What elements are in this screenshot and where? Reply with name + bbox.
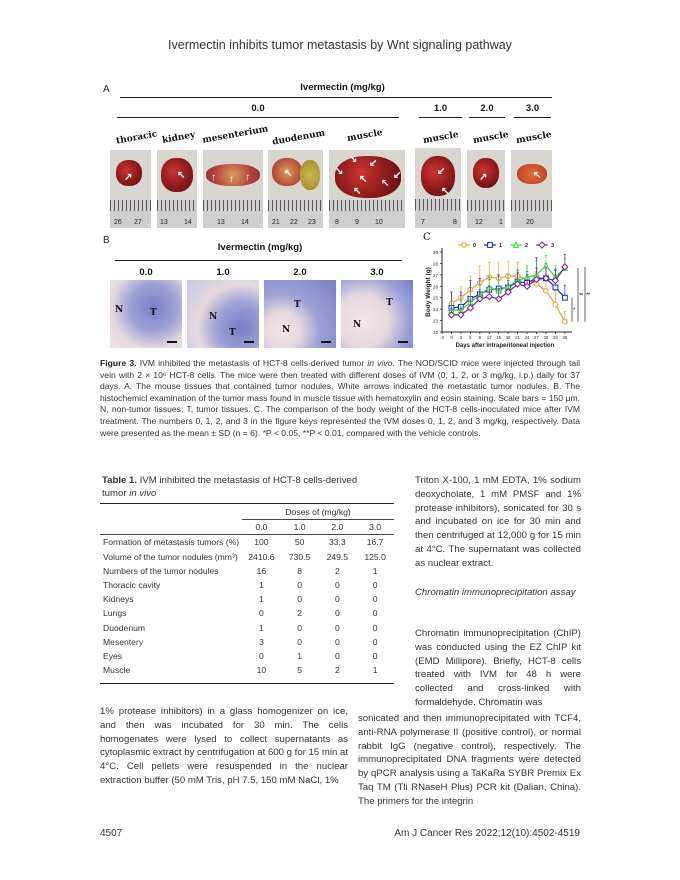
table-cell: 0 xyxy=(334,608,340,619)
page-number: 4507 xyxy=(100,828,123,839)
organ-label: muscle xyxy=(346,127,384,145)
right-column-paragraph-2: Chromatin immunoprecipitation (ChIP) was conducted using the EZ ChIP kit (EMD Millipore). Briefly, HCT-8 cells treated with IVM for 48 h were collected and cross-linked with formaldehyde. Chromatin was xyxy=(415,628,581,708)
table-cell: 2410.6 xyxy=(248,551,275,562)
tissue-photo-muscle-3: ↖ 20 xyxy=(511,150,552,228)
x-tick-label: 9 xyxy=(478,335,481,340)
arrow-icon: ↑ xyxy=(229,174,234,185)
arrow-icon: ↖ xyxy=(359,174,368,185)
table-cell: 0 xyxy=(334,636,340,647)
table-row xyxy=(100,535,394,550)
table-group-header: Doses of (mg/kg) xyxy=(242,505,394,520)
row-label: Lungs xyxy=(103,608,127,619)
x-tick-label: 30 xyxy=(543,335,549,340)
section-heading-chip: Chromatin immunoprecipitation assay xyxy=(415,587,576,598)
table-row xyxy=(100,592,394,606)
organ-label: muscle xyxy=(422,129,460,147)
column-header: 0.0 xyxy=(255,522,268,533)
table-cell: 0 xyxy=(334,622,340,633)
panel-a-title: Ivermectin (mg/kg) xyxy=(300,82,385,93)
data-point-0 xyxy=(553,302,558,307)
arrow-icon: ↑ xyxy=(211,172,216,183)
panel-b-title-rule xyxy=(115,260,402,261)
arrow-icon: ↙ xyxy=(393,170,402,181)
x-tick-label: 18 xyxy=(505,335,511,340)
table-cell: 2 xyxy=(334,665,340,676)
y-tick-label: 24 xyxy=(432,307,438,313)
y-tick-label: 25 xyxy=(432,295,438,301)
organ-label: muscle xyxy=(515,129,553,147)
left-column-paragraph: 1% protease inhibitors) in a glass homogenizer on ice, and then was incubated for 30 min. The cells homogenates were lysed to collect supernatants as cytoplasmic extract by centrifugation at 600 g for 15 min at 4°C. Cell pellets were resuspended in the nuclear extraction buffer (50 mM Tris, pH 7.5, 150 mM NaCl, 1% xyxy=(100,706,348,786)
arrow-icon: ↖ xyxy=(441,186,450,197)
table-row xyxy=(100,564,394,578)
panel-label-a: A xyxy=(103,84,110,95)
table-group-header-row xyxy=(100,505,394,520)
scale-bar xyxy=(398,341,408,343)
scale-bar xyxy=(244,341,254,343)
y-axis-label: Body Weight (g) xyxy=(425,267,432,317)
table-cell: 2 xyxy=(297,608,302,619)
table-cell: 0 xyxy=(372,636,378,647)
table-cell: 16 xyxy=(256,565,267,576)
table-cell: 0 xyxy=(259,608,264,619)
arrow-icon: ↖ xyxy=(177,170,186,181)
row-label: Duodenum xyxy=(103,622,146,633)
table-bottom-rule xyxy=(100,683,394,684)
table-cell: 100 xyxy=(254,537,269,548)
significance-marker: ** xyxy=(579,292,584,299)
x-tick-label: 36 xyxy=(562,335,568,340)
organ-label: thoracic xyxy=(115,129,159,147)
data-point-0 xyxy=(544,288,549,293)
table-cell: 0 xyxy=(334,650,340,661)
data-point-1 xyxy=(488,243,493,248)
table-cell: 50 xyxy=(294,537,305,548)
table-row xyxy=(100,578,394,592)
arrow-icon: ↘ xyxy=(349,154,358,165)
dose-rule-1 xyxy=(419,117,462,118)
table-cell: 0 xyxy=(372,650,378,661)
figure-panel-b xyxy=(100,232,420,350)
column-header: 3.0 xyxy=(369,522,382,533)
table-cell: 0 xyxy=(372,608,378,619)
tissue-photo-muscle-2: ↗ 12 1 xyxy=(467,150,505,228)
data-point-1 xyxy=(553,285,558,290)
table-cell: 0 xyxy=(372,594,378,605)
significance-marker: * xyxy=(573,307,576,314)
table-cell: 1 xyxy=(259,580,264,591)
table-row xyxy=(100,606,394,620)
table-cell: 125.0 xyxy=(364,551,386,562)
y-tick-label: 29 xyxy=(432,250,438,255)
x-tick-label: 6 xyxy=(469,335,472,340)
data-point-1 xyxy=(562,295,567,300)
tissue-photo-duodenum: ↖ 21 22 23 xyxy=(268,150,323,228)
metastasis-table xyxy=(100,505,394,677)
table-cell: 0 xyxy=(334,580,340,591)
row-label: Volume of the tumor nodules (mm³) xyxy=(103,551,238,562)
table-cell: 1 xyxy=(372,565,378,576)
data-point-3 xyxy=(486,294,492,300)
dose-rule-3 xyxy=(514,117,551,118)
histo-dose-1: 1.0 xyxy=(216,267,230,278)
row-label: Kidneys xyxy=(103,594,134,605)
x-tick-label: 24 xyxy=(524,335,530,340)
organ-label: kidney xyxy=(161,130,197,146)
y-tick-label: 27 xyxy=(432,272,438,278)
dose-rule-2 xyxy=(469,117,505,118)
table-row xyxy=(100,663,394,677)
row-label: Numbers of the tumor nodules xyxy=(103,565,219,576)
journal-citation: Am J Cancer Res 2022;12(10):4502-4519 xyxy=(394,828,580,839)
arrow-icon: ↖ xyxy=(284,168,293,179)
figure-caption: Figure 3. IVM inhibited the metastasis of HCT-8 cells-derived tumor in vivo. The NOD/SCID mice were injected through tail vein with 2 × 10⁶ HCT-8 cells. The mice were then treated with different doses of IVM (0, 1, 2, or 3 mg/kg, i.p.) daily for 37 days. A. The mouse tissues that contained tumor nodules. White arrows indicated the metastatic tumor nodules. B. The histochemicl examination of the tumor mass found in muscle tissue with hematoxylin and eosin staining. Scale bars = 150 μm. N, non-tumor tissues; T, tumor tissues. C. The comparison of the body weight of the HCT-8 cells-inoculated mice after IVM treatment. The numbers 0, 1, 2, and 3 in the figure keys represented the IVM doses 0, 1, 2, and 3 mg/kg, respectively. Data were presented as the mean ± SD (n = 6). *P < 0.05, **P < 0.01, compared with the vehicle controls. xyxy=(100,358,581,438)
legend-label: 3 xyxy=(551,243,555,249)
table-cell: 0 xyxy=(297,580,302,591)
data-point-2 xyxy=(514,242,519,247)
figure-panel-a xyxy=(100,78,585,228)
row-label: Thoracic cavity xyxy=(103,580,161,591)
table-cell: 0 xyxy=(259,650,264,661)
scale-bar xyxy=(321,341,331,343)
table-body xyxy=(100,535,394,677)
tissue-photo-mesenterium: ↑ ↑ ↑ 13 14 xyxy=(203,150,263,228)
organ-label: mesenterium xyxy=(201,124,270,146)
table-cell: 0 xyxy=(334,594,340,605)
histo-dose-3: 3.0 xyxy=(370,267,384,278)
table-cell: 1 xyxy=(259,594,264,605)
panel-b-title: Ivermectin (mg/kg) xyxy=(217,242,303,253)
right-column-paragraph-3: sonicated and then immunoprecipitated with TCF4, anti-RNA polymerase II (positive control), or normal rabbit IgG (negative control), respectively. The immunoprecipitated DNA fragments were detected by qPCR analysis using a TaKaRa SYBR Premix Ex Taq TM (Tli RNaseH Plus) PCR kit (Dalian, China). The primers for the integrin xyxy=(358,713,581,807)
row-label: Muscle xyxy=(103,665,131,676)
data-point-3 xyxy=(539,242,545,248)
x-tick-label: -3 xyxy=(440,335,444,340)
table-label: Table 1. xyxy=(102,475,138,486)
table-cell: 1 xyxy=(297,650,302,661)
panel-label-b: B xyxy=(103,235,110,246)
table-cell: 0 xyxy=(297,636,302,647)
data-point-0 xyxy=(562,319,567,324)
y-tick-label: 28 xyxy=(432,261,438,267)
legend-label: 0 xyxy=(473,243,477,249)
dose-rule-0 xyxy=(117,117,399,118)
arrow-icon: ↙ xyxy=(437,166,446,177)
x-tick-label: 15 xyxy=(496,335,502,340)
table-cell: 8 xyxy=(297,565,302,576)
row-label: Eyes xyxy=(103,650,123,661)
caption-label: Figure 3. xyxy=(100,358,137,368)
scale-bar xyxy=(167,341,177,343)
table-cell: 0 xyxy=(372,580,378,591)
data-point-0 xyxy=(462,243,467,248)
arrow-icon: ↘ xyxy=(335,166,344,177)
legend-label: 2 xyxy=(525,243,529,249)
tissue-photo-muscle-0: ↘ ↙ ↘ ↖ ↖ ↙ ↖ 8 9 10 xyxy=(329,150,405,228)
y-tick-label: 26 xyxy=(432,284,438,290)
arrow-icon: ↑ xyxy=(245,172,250,183)
table-top-rule xyxy=(100,503,394,504)
x-tick-label: 12 xyxy=(486,335,492,340)
table-cell: 0 xyxy=(372,622,378,633)
dose-label-1: 1.0 xyxy=(433,103,448,114)
table-row xyxy=(100,635,394,649)
row-label: Formation of metastasis tumors (%) xyxy=(103,537,240,548)
table-row xyxy=(100,649,394,663)
tissue-photo-kidney: ↖ 13 14 xyxy=(157,150,197,228)
organ-label: muscle xyxy=(472,129,510,147)
histo-dose-0: 0.0 xyxy=(139,267,153,278)
arrow-icon: ↖ xyxy=(353,186,362,197)
x-axis-label: Days after intraperitoneal injection xyxy=(455,343,555,349)
tissue-photo-muscle-1: ↙ ↖ 7 8 xyxy=(415,148,461,228)
histo-dose-2: 2.0 xyxy=(293,267,307,278)
table-cell: 3 xyxy=(259,636,264,647)
histology-image-2: T N xyxy=(264,280,336,348)
body-weight-chart xyxy=(420,232,590,357)
arrow-icon: ↖ xyxy=(533,170,542,181)
panel-label-c: C xyxy=(423,232,431,243)
column-header: 1.0 xyxy=(293,522,306,533)
dose-label-0: 0.0 xyxy=(251,103,265,114)
histology-image-1: N T xyxy=(187,280,259,348)
table-cell: 33.3 xyxy=(328,537,346,548)
x-tick-label: 3 xyxy=(459,335,463,340)
table-cell: 1 xyxy=(372,665,378,676)
right-column-paragraph-1: Triton X-100, 1 mM EDTA, 1% sodium deoxycholate, 1 mM PMSF and 1% protease inhibitors), sonicated for 30 s and incubated on ice for 30 min and then centrifuged at 12,000 g for 15 min at 4°C. The supernatant was collected as nuclear extract. xyxy=(415,475,581,569)
table-cell: 5 xyxy=(297,665,302,676)
table-title: Table 1. IVM inhibited the metastasis of HCT-8 cells-derived tumor in vivo xyxy=(102,475,358,499)
table-row xyxy=(100,550,394,564)
panel-a-title-rule xyxy=(120,97,552,98)
running-title: Ivermectin inhibits tumor metastasis by Wnt signaling pathway xyxy=(168,38,512,52)
dose-label-3: 3.0 xyxy=(525,103,540,114)
table-cell: 1 xyxy=(259,622,264,633)
significance-marker: ** xyxy=(586,292,590,299)
table-row xyxy=(100,621,394,635)
dose-label-2: 2.0 xyxy=(480,103,494,114)
y-tick-label: 23 xyxy=(432,318,438,324)
x-tick-label: 0 xyxy=(450,335,453,340)
table-cell: 249.5 xyxy=(326,551,349,562)
histology-image-0: N T xyxy=(110,280,182,348)
table-cell: 0 xyxy=(297,622,302,633)
organ-label: duodenum xyxy=(271,128,326,148)
arrow-icon: ↗ xyxy=(479,172,488,183)
table-cell: 0 xyxy=(297,594,302,605)
column-header: 2.0 xyxy=(331,522,344,533)
x-tick-label: 21 xyxy=(515,335,520,340)
arrow-icon: ↙ xyxy=(369,158,378,169)
table-cell: 2 xyxy=(334,565,340,576)
legend-label: 1 xyxy=(499,243,503,249)
row-label: Mesentery xyxy=(103,636,144,647)
histology-image-3: N T xyxy=(341,280,413,348)
table-cell: 16.7 xyxy=(366,537,384,548)
table-header-row xyxy=(100,520,394,535)
tissue-photo-thoracic: ↗ 26 27 xyxy=(110,150,151,228)
figure-panel-c xyxy=(420,232,590,357)
x-tick-label: 33 xyxy=(553,335,558,340)
arrow-icon: ↗ xyxy=(124,172,133,183)
table-cell: 730.5 xyxy=(288,551,311,562)
arrow-icon: ↖ xyxy=(381,178,390,189)
x-tick-label: 27 xyxy=(534,335,539,340)
table-cell: 10 xyxy=(256,665,267,676)
y-tick-label: 22 xyxy=(432,330,438,335)
